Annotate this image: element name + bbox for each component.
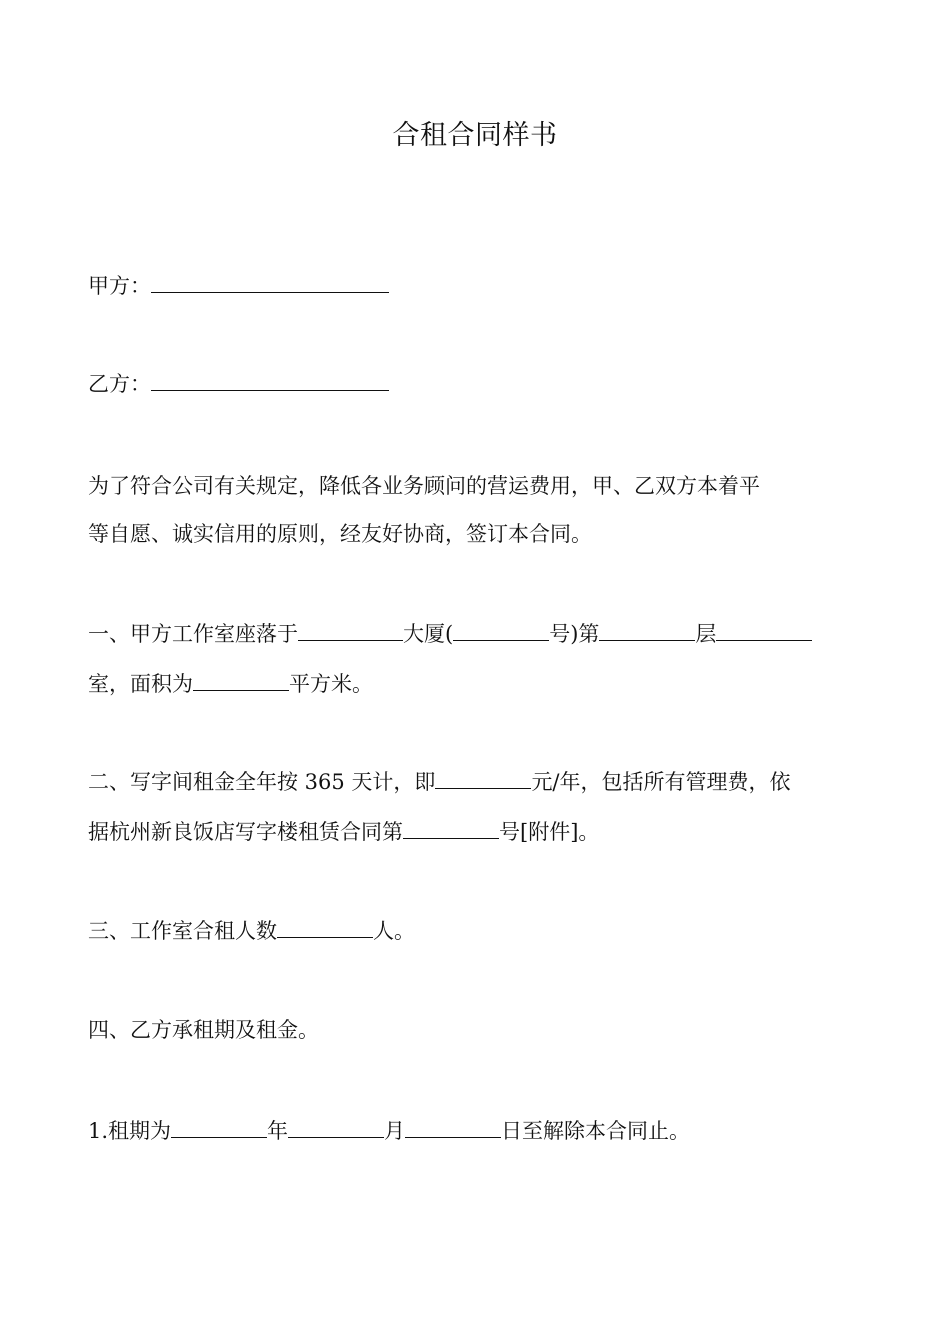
clause-1-text-c: 号)第 <box>549 622 600 646</box>
intro-line-1: 为了符合公司有关规定，降低各业务顾问的营运费用，甲、乙双方本着平 <box>88 474 760 498</box>
item-1-text-a: 1.租期为 <box>88 1119 172 1143</box>
clause-2-text-d: 号[附件]。 <box>499 820 600 844</box>
tenant-count-blank <box>277 913 373 938</box>
clause-2-line-2 <box>88 807 868 857</box>
party-a-blank <box>151 268 389 293</box>
item-1-text-b: 年 <box>267 1119 289 1143</box>
intro-line-2: 等自愿、诚实信用的原则，经友好协商，签订本合同。 <box>88 522 592 546</box>
item-1-line <box>88 1106 868 1156</box>
clause-1-line-1 <box>88 609 868 659</box>
annual-rent-blank <box>435 764 531 789</box>
clause-1-line-2 <box>88 659 868 709</box>
item-1-text-c: 月 <box>384 1119 406 1143</box>
room-blank <box>716 616 812 641</box>
building-name-blank <box>298 616 403 641</box>
clause-3-text-b: 人。 <box>373 919 415 943</box>
contract-number-blank <box>403 814 499 839</box>
party-a-label: 甲方： <box>88 274 151 298</box>
clause-2-text-a: 二、写字间租金全年按 365 天计，即 <box>88 770 436 794</box>
clause-3-text-a: 三、工作室合租人数 <box>88 919 277 943</box>
clause-2-text-c: 据杭州新良饭店写字楼租赁合同第 <box>88 820 403 844</box>
clause-3-line <box>88 906 868 956</box>
floor-blank <box>599 616 695 641</box>
party-b-blank <box>151 366 389 391</box>
building-number-blank <box>453 616 549 641</box>
clause-1-text-a: 一、甲方工作室座落于 <box>88 622 298 646</box>
clause-2-text-b: 元/年，包括所有管理费，依 <box>531 770 791 794</box>
party-b-label: 乙方： <box>88 372 151 396</box>
clause-1-text-e: 室，面积为 <box>88 672 193 696</box>
party-b-line <box>88 359 868 409</box>
area-blank <box>193 666 289 691</box>
clause-1-text-d: 层 <box>695 622 717 646</box>
document-title: 合租合同样书 <box>392 120 558 151</box>
start-year-blank <box>171 1113 267 1138</box>
clause-1-text-f: 平方米。 <box>289 672 373 696</box>
clause-4-heading: 四、乙方承租期及租金。 <box>88 1018 319 1042</box>
party-a-line <box>88 261 868 311</box>
item-1-text-d: 日至解除本合同止。 <box>501 1119 691 1143</box>
clause-1-text-b: 大厦( <box>403 622 454 646</box>
start-day-blank <box>405 1113 501 1138</box>
clause-2-line-1 <box>88 757 868 807</box>
start-month-blank <box>288 1113 384 1138</box>
